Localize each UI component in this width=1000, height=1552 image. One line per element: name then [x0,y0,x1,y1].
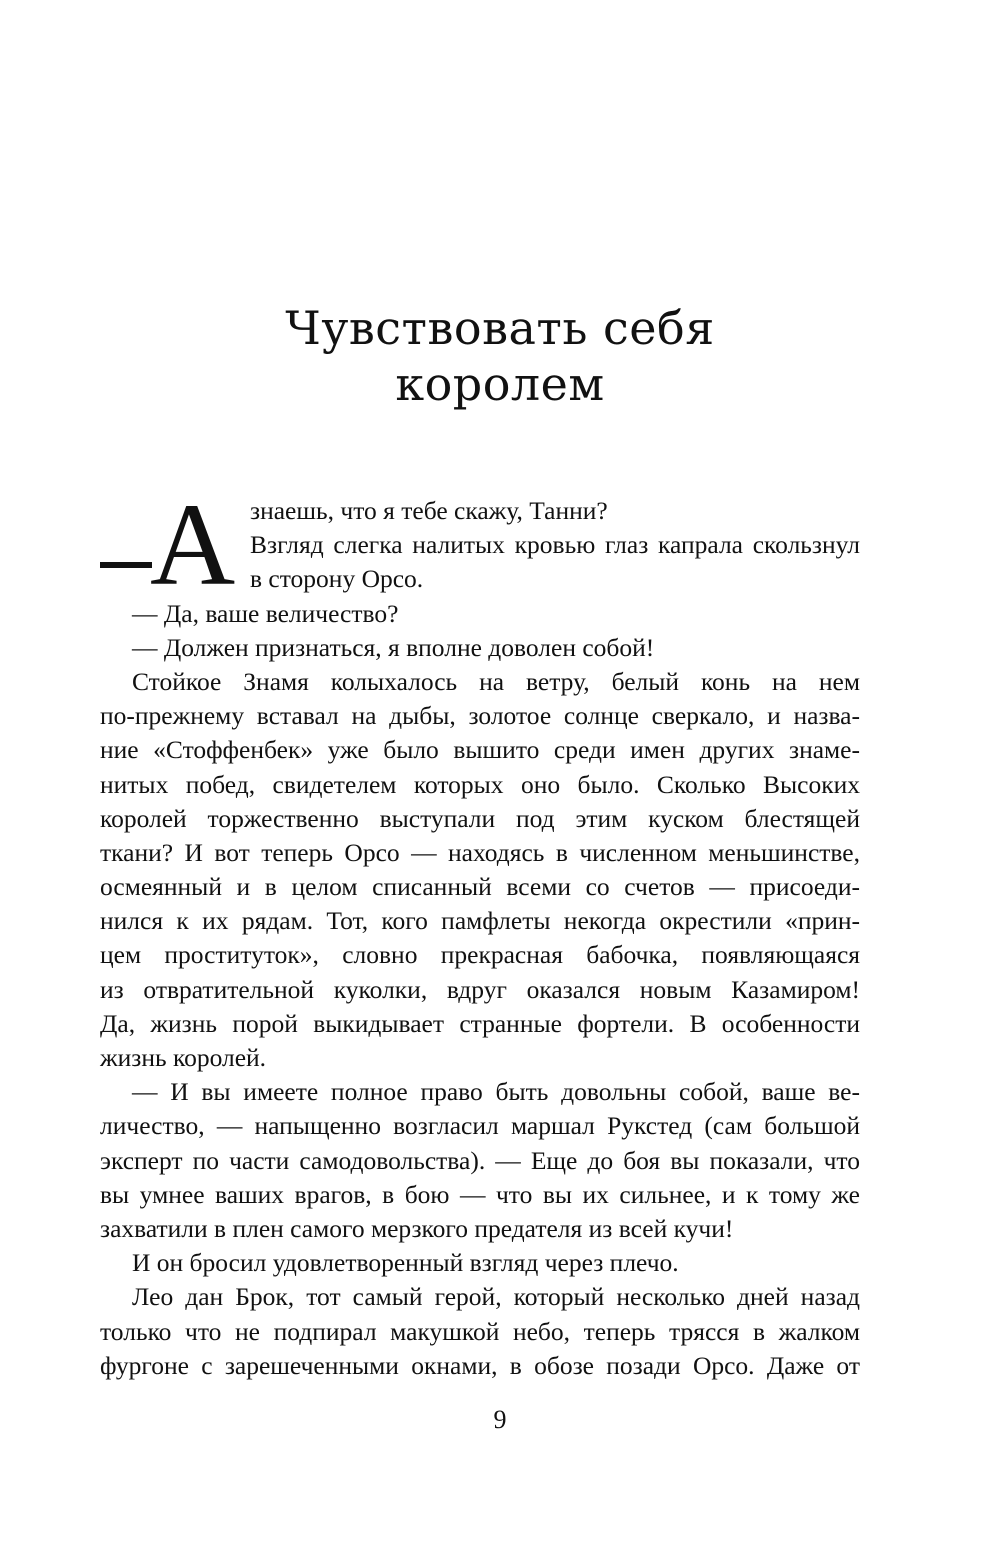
text-line: ткани? И вот теперь Орсо — находясь в численном меньшинстве, [100,837,860,867]
opening-lines [250,494,860,597]
text-line: только что не подпирал макушкой небо, теперь трясся в жалком [100,1316,860,1346]
text-line: — И вы имеете полное право быть довольны собой, ваше ве- [132,1077,860,1107]
text-line: захватили в плен самого мерзкого предателя из всей кучи! [100,1213,734,1243]
text-line: знаешь, что я тебе скажу, Танни? [250,496,608,525]
dropcap-dash [100,562,152,568]
text-line: вы умнее ваших врагов, в бою — что вы их сильнее, и к тому же [100,1179,860,1209]
text-line: личество, — напыщенно возгласил маршал Рукстед (сам большой [100,1111,860,1141]
text-line: королей торжественно выступали под этим куском блестящей [100,803,860,833]
text-line: фургоне с зарешеченными окнами, в обозе позади Орсо. Даже от [100,1350,860,1380]
chapter-title [0,300,1000,412]
chapter-title-line-1: Чувствовать себя [285,301,715,355]
text-line: нился к их рядам. Тот, кого памфлеты некогда окрестили «прин- [100,906,860,936]
text-line: нитых побед, свидетелем которых оно было. Сколько Высоких [100,769,860,799]
page-number: 9 [493,1405,507,1434]
dropcap-letter: А [150,479,236,610]
text-line: из отвратительной куколки, вдруг оказался новым Казамиром! [100,974,860,1004]
text-line: ние «Стоффенбек» уже было вышито среди имен других знаме- [100,735,860,765]
text-line: Взгляд слегка налитых кровью глаз капрала скользнул [250,530,860,560]
chapter-title-line-2: королем [395,357,605,411]
chapter-body [100,479,860,1383]
text-line: Да, жизнь порой выкидывает странные фортели. В особенности [100,1008,860,1038]
text-line: по-прежнему вставал на дыбы, золотое солнце сверкало, и назва- [100,701,860,731]
text-line: И он бросил удовлетворенный взгляд через плечо. [132,1248,679,1278]
text-line: осмеянный и в целом списанный всеми со счетов — присоеди- [100,872,860,902]
text-line: эксперт по части самодовольства). — Еще до боя вы показали, что [100,1145,860,1175]
text-line: — Да, ваше величество? [132,598,399,628]
text-line: цем проституток», словно прекрасная бабочка, появляющаяся [100,940,860,970]
text-line: — Должен признаться, я вполне доволен собой! [132,632,655,662]
text-line: жизнь королей. [100,1043,267,1073]
text-line: Стойкое Знамя колыхалось на ветру, белый конь на нем [132,666,860,696]
text-line: в сторону Орсо. [250,564,424,594]
opening-paragraph [100,479,860,610]
text-line: Лео дан Брок, тот самый герой, который несколько дней назад [132,1282,860,1312]
